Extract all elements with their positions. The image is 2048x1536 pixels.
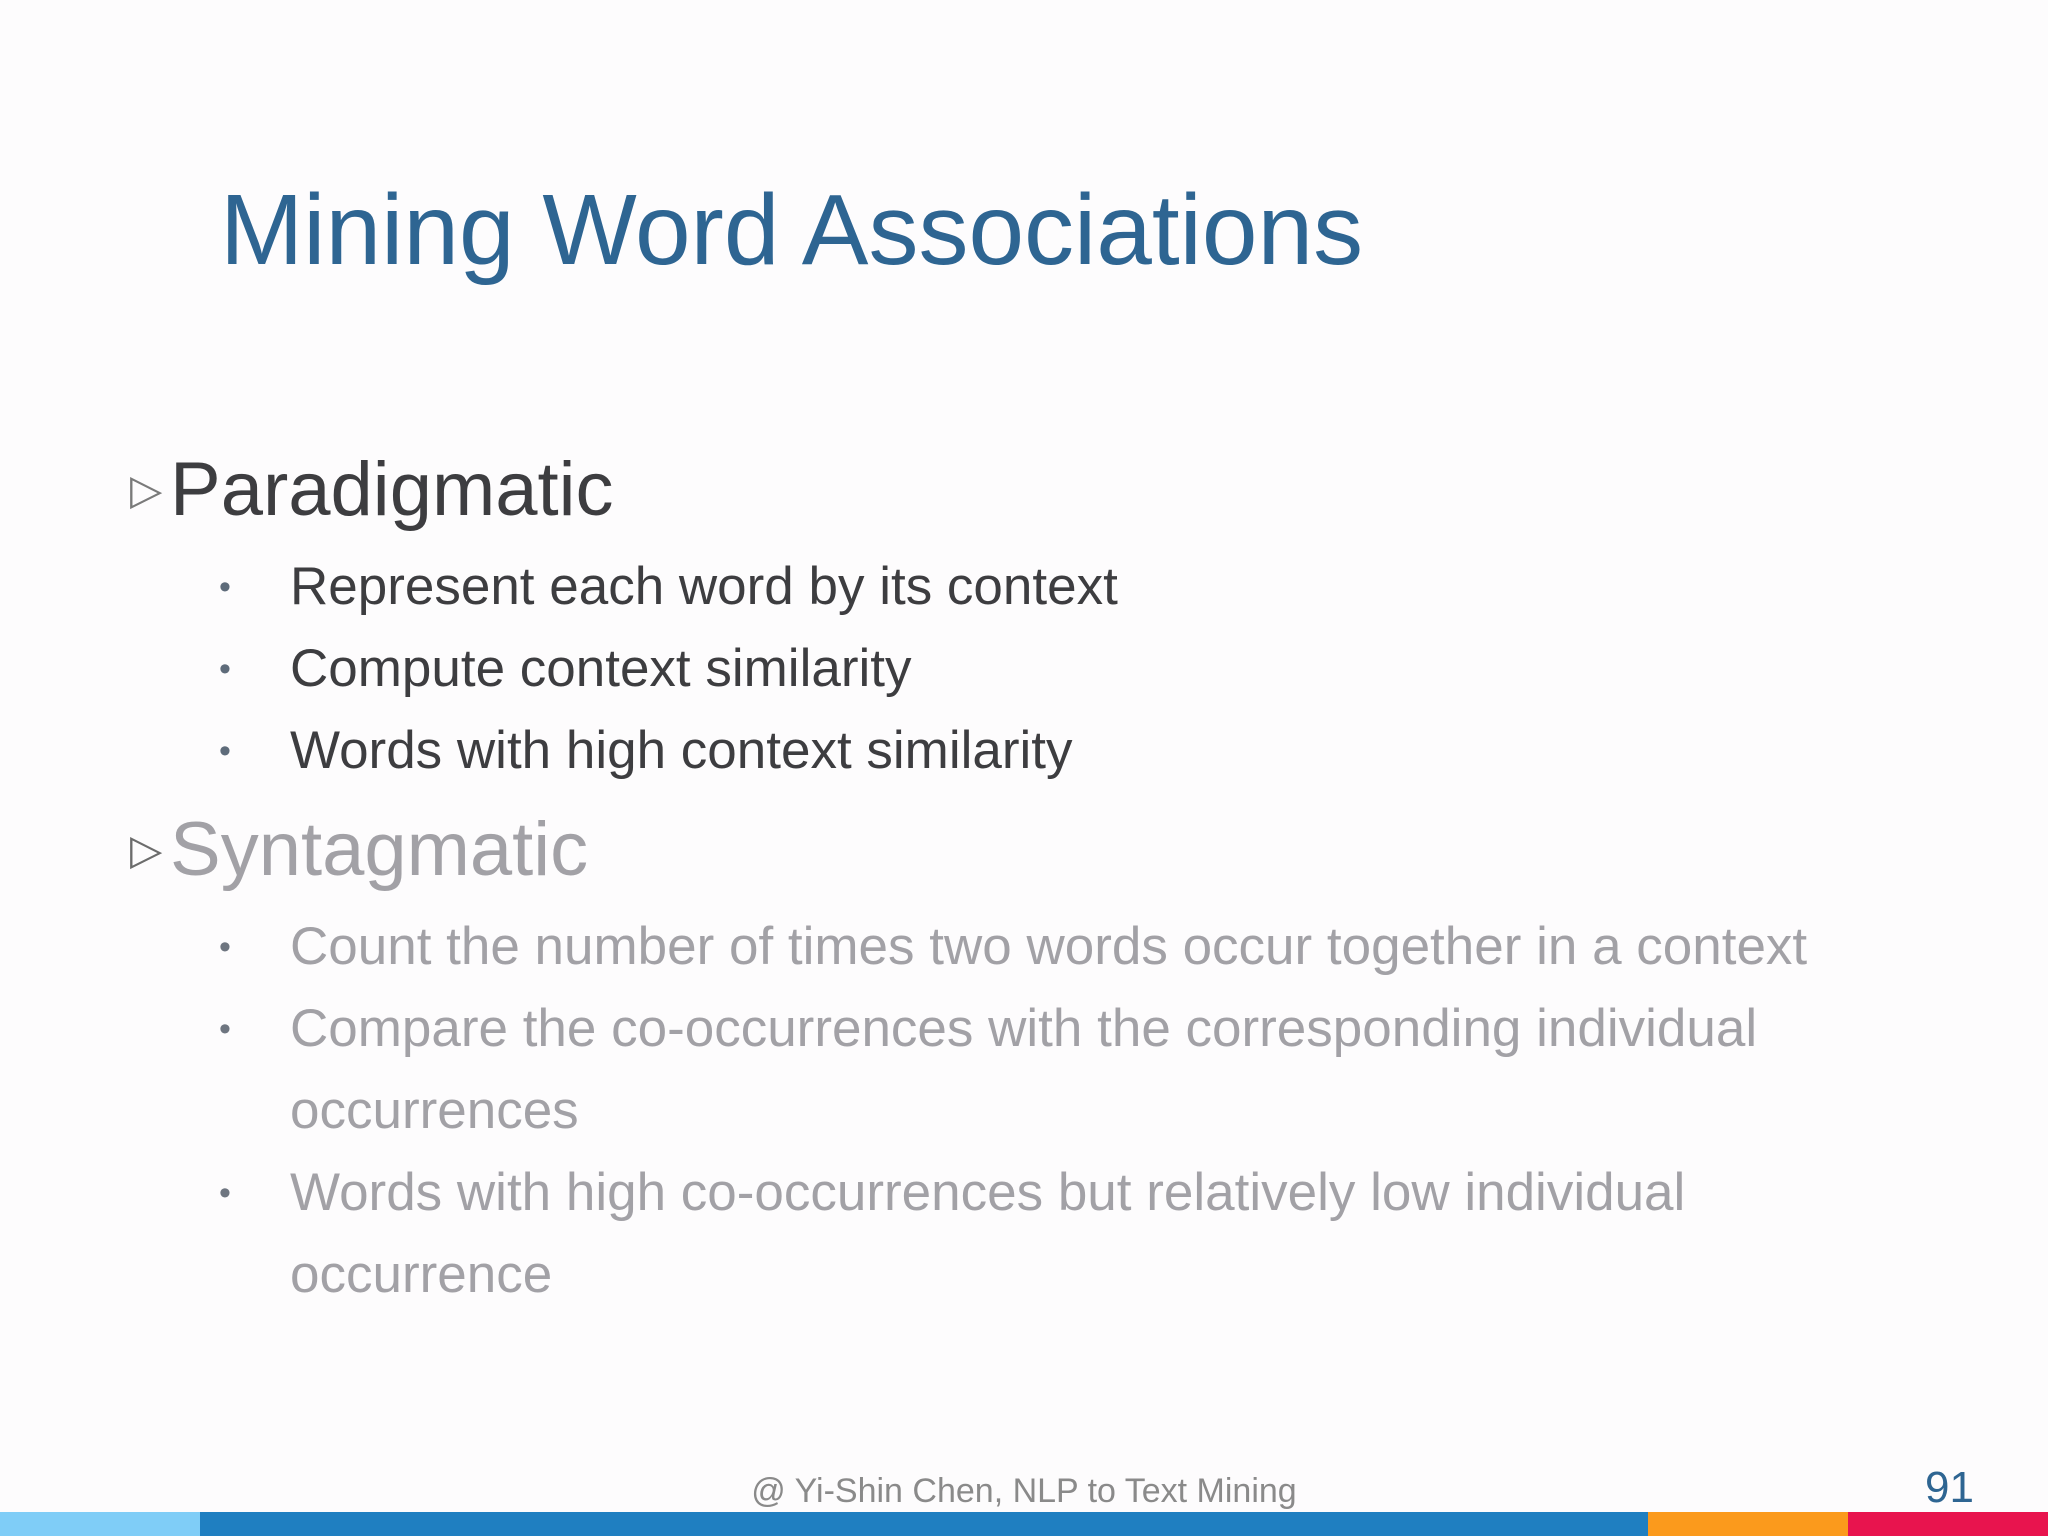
triangle-bullet-icon: ▷ — [130, 825, 163, 874]
slide-title: Mining Word Associations — [220, 174, 1364, 286]
bottom-color-bar — [0, 1512, 2048, 1536]
list-item — [210, 1152, 1870, 1316]
bar-segment-blue — [200, 1512, 1648, 1536]
list-item — [210, 628, 1970, 710]
list-item-text: Count the number of times two words occur together in a context — [290, 917, 1808, 976]
syntagmatic-bullet-list — [210, 906, 1970, 1316]
page-number: 91 — [1925, 1463, 1974, 1512]
triangle-bullet-icon: ▷ — [130, 465, 163, 514]
bar-segment-light-blue — [0, 1512, 200, 1536]
bullet-dot-icon: • — [219, 568, 231, 606]
bullet-dot-icon: • — [219, 650, 231, 688]
bullet-dot-icon: • — [219, 1174, 231, 1212]
bullet-dot-icon: • — [219, 732, 231, 770]
list-item-text: Represent each word by its context — [290, 557, 1118, 616]
list-item — [210, 906, 1970, 988]
list-item — [210, 988, 1870, 1152]
list-item — [210, 710, 1970, 792]
bar-segment-orange — [1648, 1512, 1848, 1536]
bullet-dot-icon: • — [219, 928, 231, 966]
paradigmatic-bullet-list — [210, 546, 1970, 792]
section-heading-text: Syntagmatic — [170, 807, 589, 892]
section-heading-syntagmatic — [130, 807, 589, 892]
list-item-text: Compare the co-occurrences with the corresponding individual occurrences — [290, 999, 1758, 1140]
section-heading-paradigmatic — [130, 447, 614, 532]
list-item — [210, 546, 1970, 628]
section-heading-text: Paradigmatic — [170, 447, 614, 532]
list-item-text: Words with high co-occurrences but relatively low individual occurrence — [290, 1163, 1686, 1304]
list-item-text: Words with high context similarity — [290, 721, 1073, 780]
list-item-text: Compute context similarity — [290, 639, 912, 698]
bullet-dot-icon: • — [219, 1010, 231, 1048]
bar-segment-red — [1848, 1512, 2048, 1536]
footer-credit: @ Yi-Shin Chen, NLP to Text Mining — [751, 1472, 1297, 1510]
